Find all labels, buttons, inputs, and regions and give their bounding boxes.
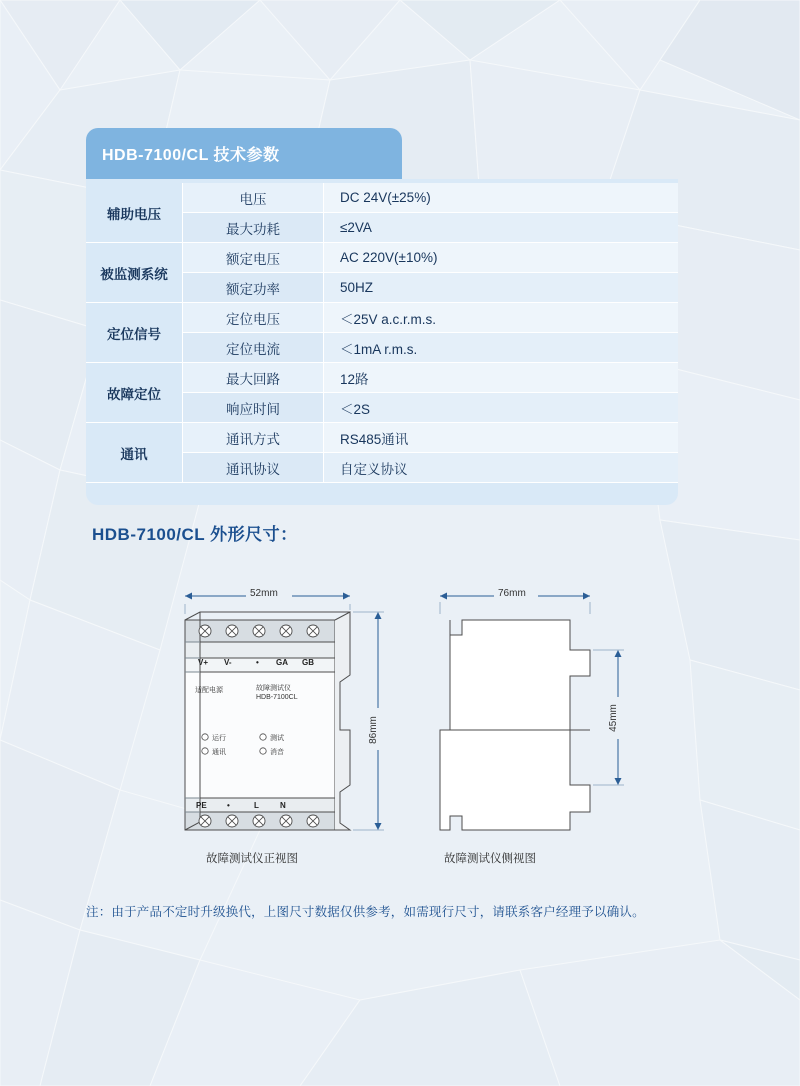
spec-subitem: 定位电流: [183, 333, 324, 363]
spec-value: 自定义协议: [324, 453, 679, 483]
device-label-power: 适配电源: [195, 687, 223, 694]
spec-subitem: 响应时间: [183, 393, 324, 423]
spec-value: AC 220V(±10%): [324, 243, 679, 273]
led-label-test: 测试: [270, 735, 284, 742]
caption-side-view: 故障测试仪侧视图: [444, 853, 536, 865]
spec-value: 50HZ: [324, 273, 679, 303]
spec-subitem: 电压: [183, 183, 324, 213]
spec-table: [86, 183, 678, 483]
spec-table-wrapper: [86, 179, 678, 505]
terminal-label-l: L: [254, 801, 259, 810]
spec-subitem: 通讯协议: [183, 453, 324, 483]
device-label-model-line1: 故障测试仪: [256, 685, 291, 692]
table-row: [86, 363, 678, 393]
spec-title: HDB-7100/CL 技术参数: [86, 128, 402, 179]
terminal-label-dot2: •: [227, 801, 230, 810]
table-row: [86, 423, 678, 453]
dimension-side-height: 45mm: [608, 704, 619, 732]
spec-value: DC 24V(±25%): [324, 183, 679, 213]
terminal-label-vminus: V-: [224, 658, 232, 667]
spec-subitem: 最大功耗: [183, 213, 324, 243]
spec-value: ＜2S: [324, 393, 679, 423]
spec-category: 故障定位: [86, 363, 183, 423]
caption-front-view: 故障测试仪正视图: [206, 853, 298, 865]
terminal-label-vplus: V+: [198, 658, 209, 667]
led-label-run: 运行: [212, 735, 226, 742]
spec-subitem: 最大回路: [183, 363, 324, 393]
terminal-label-gb: GB: [302, 658, 314, 667]
table-row: [86, 303, 678, 333]
spec-value: ＜1mA r.m.s.: [324, 333, 679, 363]
dimensions-title: HDB-7100/CL 外形尺寸：: [92, 525, 298, 544]
terminal-label-ga: GA: [276, 658, 288, 667]
terminal-label-pe: PE: [196, 801, 207, 810]
spec-value: ＜25V a.c.r.m.s.: [324, 303, 679, 333]
footnote: 注：由于产品不定时升级换代，上图尺寸数据仅供参考，如需现行尺寸，请联系客户经理予以确认。: [86, 905, 645, 919]
spec-subitem: 额定电压: [183, 243, 324, 273]
spec-value: 12路: [324, 363, 679, 393]
spec-category: 辅助电压: [86, 183, 183, 243]
spec-subitem: 额定功率: [183, 273, 324, 303]
spec-subitem: 通讯方式: [183, 423, 324, 453]
spec-subitem: 定位电压: [183, 303, 324, 333]
device-label-model-line2: HDB-7100CL: [256, 694, 298, 701]
dimension-drawing: [150, 580, 670, 880]
spec-category: 定位信号: [86, 303, 183, 363]
led-label-mute: 消音: [270, 749, 284, 756]
spec-value: ≤2VA: [324, 213, 679, 243]
led-label-comm: 通讯: [212, 749, 226, 756]
table-row: [86, 243, 678, 273]
spec-value: RS485通讯: [324, 423, 679, 453]
table-row: [86, 183, 678, 213]
dimension-front-width: 52mm: [250, 588, 278, 599]
dimension-side-width: 76mm: [498, 588, 526, 599]
spec-card: [86, 128, 678, 505]
spec-category: 通讯: [86, 423, 183, 483]
dimension-front-height: 86mm: [368, 716, 379, 744]
spec-category: 被监测系统: [86, 243, 183, 303]
terminal-label-dot: •: [256, 658, 259, 667]
terminal-label-n: N: [280, 801, 286, 810]
